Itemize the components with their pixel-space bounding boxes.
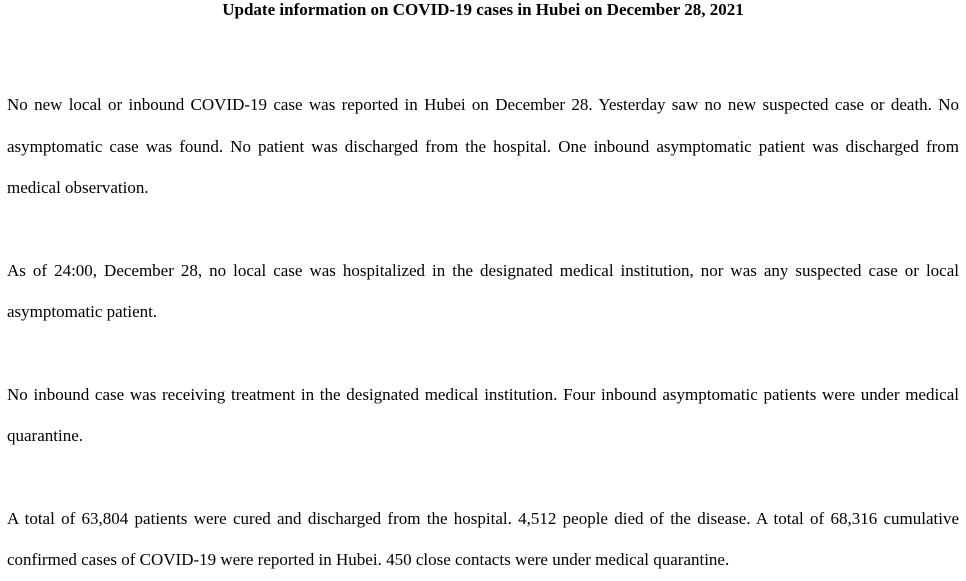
document-title: Update information on COVID-19 cases in Hubei on December 28, 2021	[222, 0, 744, 19]
paragraph-new-cases: No new local or inbound COVID-19 case was reported in Hubei on December 28. Yesterday saw no new suspected case or death. No asymptomatic case was found. No patient was discharged from the hospital. One inbound asymptomatic patient was discharged from medical observation.	[7, 95, 959, 197]
paragraph-hospitalized-status: As of 24:00, December 28, no local case was hospitalized in the designated medical institution, nor was any suspected case or local asymptomatic patient.	[7, 260, 959, 321]
document-page	[7, 0, 959, 581]
paragraph-cumulative-totals: A total of 63,804 patients were cured and discharged from the hospital. 4,512 people died of the disease. A total of 68,316 cumulative confirmed cases of COVID-19 were reported in Hubei. 450 close contacts were under medical quarantine.	[7, 508, 959, 569]
paragraph-inbound-status: No inbound case was receiving treatment in the designated medical institution. Four inbound asymptomatic patients were under medical quarantine.	[7, 384, 959, 445]
